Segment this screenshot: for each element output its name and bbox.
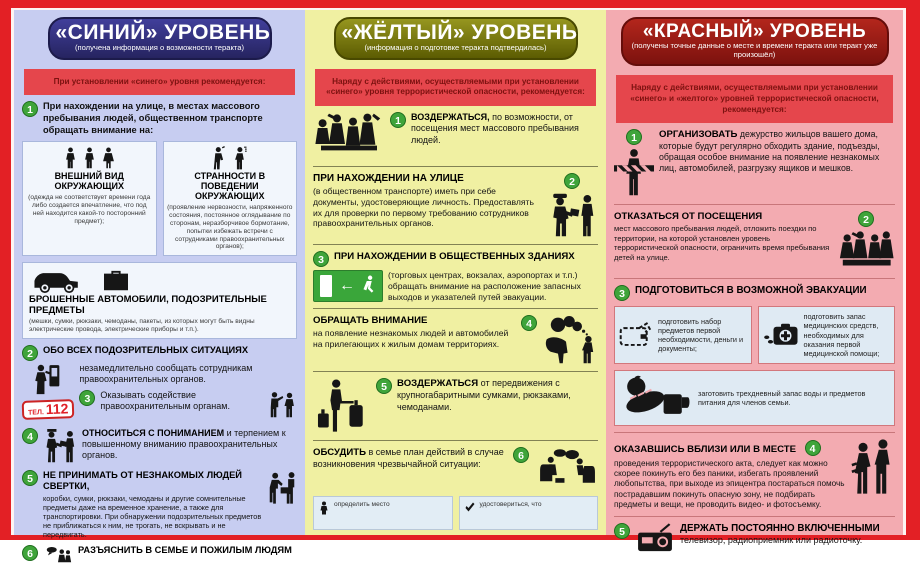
red-item-5 [606,523,903,553]
plan-box-b-text: удостовериться, что [479,501,542,509]
poster-inner [11,8,906,561]
medical-box-text: подготовить запас медицинских средств, необходимых для оказания первой медицинской помощи; [803,312,880,358]
refuse-parcel-icon [267,470,297,506]
item-number-badge: 6 [513,447,529,463]
item-number-badge: 5 [22,470,38,486]
blue-item-3 [79,390,297,422]
divider [614,516,895,517]
blue-level-subtitle: (получена информация о возможности теракта) [74,43,245,53]
yellow-item-4 [305,315,606,365]
plan-box-a [313,496,453,530]
crowd-icon [313,112,385,160]
blue-item-4-lead: ОТНОСИТЬСЯ С ПОНИМАНИЕМ [82,427,225,438]
first-aid-kit-icon [763,322,799,348]
appearance-box [22,141,157,256]
yellow-item-3-text: (торговых центрах, вокзалах, аэропортах и т.п.) обращать внимание на расположение запасных выходов и указателей путей эвакуации. [388,270,581,302]
blue-level-header [48,17,272,60]
yellow-item-2 [305,173,606,238]
behavior-box [163,141,298,256]
strange-behavior-icon [167,146,294,170]
payphone-caller-icon [31,363,65,397]
yellow-level-title: «ЖЁЛТЫЙ» УРОВЕНЬ [341,21,578,44]
divider [313,244,598,245]
person-icon [83,146,96,170]
behavior-box-text: (проявление нервозности, напряженного состояния, постоянное оглядывание по сторонам, неразборчивое бормотание, попытки избежать встречи с сотрудниками правоохранительных органов); [167,203,293,251]
divider [614,432,895,433]
divider [614,278,895,279]
briefcase-icon [99,269,133,293]
blue-item-6-lead: РАЗЪЯСНИТЬ В СЕМЬЕ И ПОЖИЛЫМ ЛЮДЯМ [78,545,292,556]
item-number-badge: 1 [22,101,38,117]
item-number-badge: 5 [614,523,630,539]
red-level-subtitle: (получены точные данные о месте и времени теракта или теракт уже произошёл) [631,40,878,59]
family-plan-boxes [313,496,598,530]
fleeing-people-icon [851,439,895,497]
blue-item-5-text: коробки, сумки, рюкзаки, чемоданы и другие сомнительные предметы даже на временное хранение, а также для транспортировки. При обнаружении подозрительных предметов не приближаться к ним, не трогать, не вскрывать и не передвигать. [43,493,262,540]
item-number-badge: 3 [614,285,630,301]
item-number-badge: 1 [390,112,406,128]
yellow-item-5-text: от передвижения с крупногабаритными сумками, рюкзаками, чемоданами. [397,378,571,412]
abandoned-objects-box [22,262,297,339]
people-group-icon [26,146,153,170]
crowd-gathering-icon [837,230,895,272]
item-number-badge: 3 [79,390,95,406]
check-icon [464,501,476,515]
red-item-1 [606,129,903,198]
red-item-2-text: мест массового пребывания людей, отложить поездки по территории, на которой установлен уровень террористической опасности, ограничить время пребывания детей на улице. [614,224,830,262]
blue-item-2-body [14,363,305,422]
abandoned-objects-text: (мешки, сумки, рюкзаки, чемоданы, пакеты, из которых могут быть видны электрические провода, электрические приборы и т.п.). [29,318,255,334]
blue-banner: При установлении «синего» уровня рекомендуется: [24,69,295,96]
yellow-item-6-lead: ОБСУДИТЬ [313,447,366,459]
essentials-box-text: подготовить набор предметов первой необходимости, деньги и документы; [658,316,744,354]
divider [313,166,598,167]
red-item-4-text: проведения террористического акта, следует как можно скорее покинуть его без паники, избегать проявлений любопытства, при выходе из эпицентра постараться помочь пострадавшим покинуть опасную зону, не подбирать предметы и вещи, не проводить видео- и фотосъемку. [614,458,845,509]
blue-attention-boxes [22,141,297,256]
blue-item-1 [14,101,305,136]
evacuation-prep-boxes [614,306,895,364]
yellow-item-4-lead: ОБРАЩАТЬ ВНИМАНИЕ [313,315,428,327]
red-level-header [621,17,889,66]
behavior-box-title: СТРАННОСТИ В ПОВЕДЕНИИ ОКРУЖАЮЩИХ [194,171,266,202]
column-red-level [606,10,903,546]
police-officer-check-icon [546,192,598,238]
divider [313,308,598,309]
yellow-item-3-lead: ПРИ НАХОЖДЕНИИ В ОБЩЕСТВЕННЫХ ЗДАНИЯХ [334,251,575,263]
blue-item-5 [14,470,305,540]
column-yellow-level [305,10,606,535]
item-number-badge: 6 [22,545,38,561]
item-number-badge: 1 [626,129,642,145]
yellow-item-6-text: в семье план действий в случае возникновения чрезвычайной ситуации: [313,447,504,470]
divider [313,371,598,372]
yellow-item-1-text: по возможности, от посещения мест массового пребывания людей. [411,112,579,145]
meeting-point-icon [318,501,330,515]
yellow-item-4-text: на появление незнакомых людей и автомобилей на прилегающих к жилым домам территориях. [313,328,509,350]
person-icon [64,146,77,170]
cooperation-icon [267,390,297,422]
blue-item-4 [14,428,305,464]
plan-box-b [459,496,599,530]
item-number-badge: 4 [22,428,38,444]
confused-person-icon [233,146,248,170]
red-item-4 [606,439,903,510]
family-discussion-icon [534,447,598,491]
blue-item-3-text: Оказывать содействие правоохранительным органам. [100,389,230,411]
emergency-exit-sign-icon [313,270,383,302]
phone-label: ТЕЛ. [27,409,45,417]
medical-box [758,306,896,364]
yellow-item-1-lead: ВОЗДЕРЖАТЬСЯ, [411,112,490,123]
food-supply-text: заготовить трехдневный запас воды и предметов питания для членов семьи. [698,388,866,407]
red-item-3 [606,285,903,301]
item-number-badge: 5 [376,378,392,394]
red-banner: Наряду с действиями, осуществляемыми при установлении «синего» и «желтого» уровней террористической опасности, рекомендуется: [616,75,893,123]
red-item-1-lead: ОРГАНИЗОВАТЬ [659,129,738,141]
emergency-call-icon-group [22,363,74,419]
plan-box-a-text: определить место [334,501,390,509]
appearance-box-title: ВНЕШНИЙ ВИД ОКРУЖАЮЩИХ [54,171,125,192]
yellow-banner: Наряду с действиями, осуществляемыми при установлении «синего» уровня террористической опасности, рекомендуется: [315,69,596,106]
blue-item-5-lead: НЕ ПРИНИМАТЬ ОТ НЕЗНАКОМЫХ ЛЮДЕЙ СВЕРТКИ, [43,469,242,492]
appearance-box-text: (одежда не соответствует времени года либо создается впечатление, что под ней находится какой-то посторонний предмет); [28,194,151,225]
essentials-box [614,306,752,364]
blue-level-title: «СИНИЙ» УРОВЕНЬ [55,21,271,44]
person-icon [102,146,115,170]
yellow-item-1 [305,112,606,160]
yellow-level-header [334,17,578,60]
yellow-item-5 [305,378,606,434]
blue-item-2-text: незамедлительно сообщать сотрудникам правоохранительных органов. [79,363,253,385]
wallet-icon [619,322,653,348]
radio-icon [635,523,675,553]
divider [614,204,895,205]
traveler-luggage-icon [313,378,371,434]
car-icon [29,267,85,293]
red-item-4-lead: ОКАЗАВШИСЬ ВБЛИЗИ ИЛИ В МЕСТЕ [614,443,797,455]
yellow-item-2-text: (в общественном транспорте) иметь при себе документы, удостоверяющие личность. Предоставлять их для проверки по первому требованию сотрудников правоохранительных органов. [313,186,534,229]
red-item-5-lead: ДЕРЖАТЬ ПОСТОЯННО ВКЛЮЧЕННЫМИ [680,523,880,535]
yellow-item-2-lead: ПРИ НАХОЖДЕНИИ НА УЛИЦЕ [313,173,464,185]
item-number-badge: 2 [22,345,38,361]
yellow-item-3-body [305,270,606,302]
vehicle-icons [29,267,290,293]
item-number-badge: 4 [521,315,537,331]
red-level-title: «КРАСНЫЙ» УРОВЕНЬ [642,21,867,42]
suspicious-stranger-icon [542,315,598,365]
phone-112-badge [22,399,75,420]
divider [313,440,598,441]
food-supplies-icon [619,376,693,420]
running-man-glyph [362,275,376,297]
red-item-5-text: телевизор, радиоприемник или радиоточку. [680,535,863,546]
blue-item-1-text: При нахождении на улице, в местах массового пребывания людей, общественном транспорте обращать внимание на: [43,101,263,135]
yellow-level-subtitle: (информация о подготовке теракта подтвердилась) [364,43,547,53]
item-number-badge: 2 [858,211,874,227]
item-number-badge: 3 [313,251,329,267]
blue-item-2-lead: ОБО ВСЕХ ПОДОЗРИТЕЛЬНЫХ СИТУАЦИЯХ [43,345,249,356]
patrol-barrier-icon [614,148,654,198]
abandoned-objects-title: БРОШЕННЫЕ АВТОМОБИЛИ, ПОДОЗРИТЕЛЬНЫЕ ПРЕДМЕТЫ [29,294,267,316]
yellow-item-6 [305,447,606,491]
red-item-3-lead: ПОДГОТОВИТЬСЯ В ВОЗМОЖНОЙ ЭВАКУАЦИИ [635,285,867,297]
phone-number: 112 [45,400,69,418]
item-number-badge: 2 [564,173,580,189]
blue-item-2 [14,345,305,361]
column-blue-level [14,10,305,561]
family-talk-icon [43,545,73,567]
item-number-badge: 4 [805,440,821,456]
red-item-2-lead: ОТКАЗАТЬСЯ ОТ ПОСЕЩЕНИЯ [614,211,763,223]
nervous-person-icon [212,146,227,170]
yellow-item-5-lead: ВОЗДЕРЖАТЬСЯ [397,378,479,390]
blue-item-6 [14,545,305,567]
exit-arrow-glyph: ← [338,277,355,295]
red-item-2 [606,211,903,272]
exit-door-glyph [320,275,332,297]
blue-item-4-text: и терпением к повышенному вниманию правоохранительных органов. [82,427,286,461]
document-check-icon [43,428,77,464]
red-item-1-text: дежурство жильцов вашего дома, которые будут регулярно обходить здание, подъезды, обращая особое внимание на появление незнакомых лиц, автомобилей, разгрузку ящиков и мешков. [659,129,880,174]
yellow-item-3 [305,251,606,267]
food-supply-box [614,370,895,426]
